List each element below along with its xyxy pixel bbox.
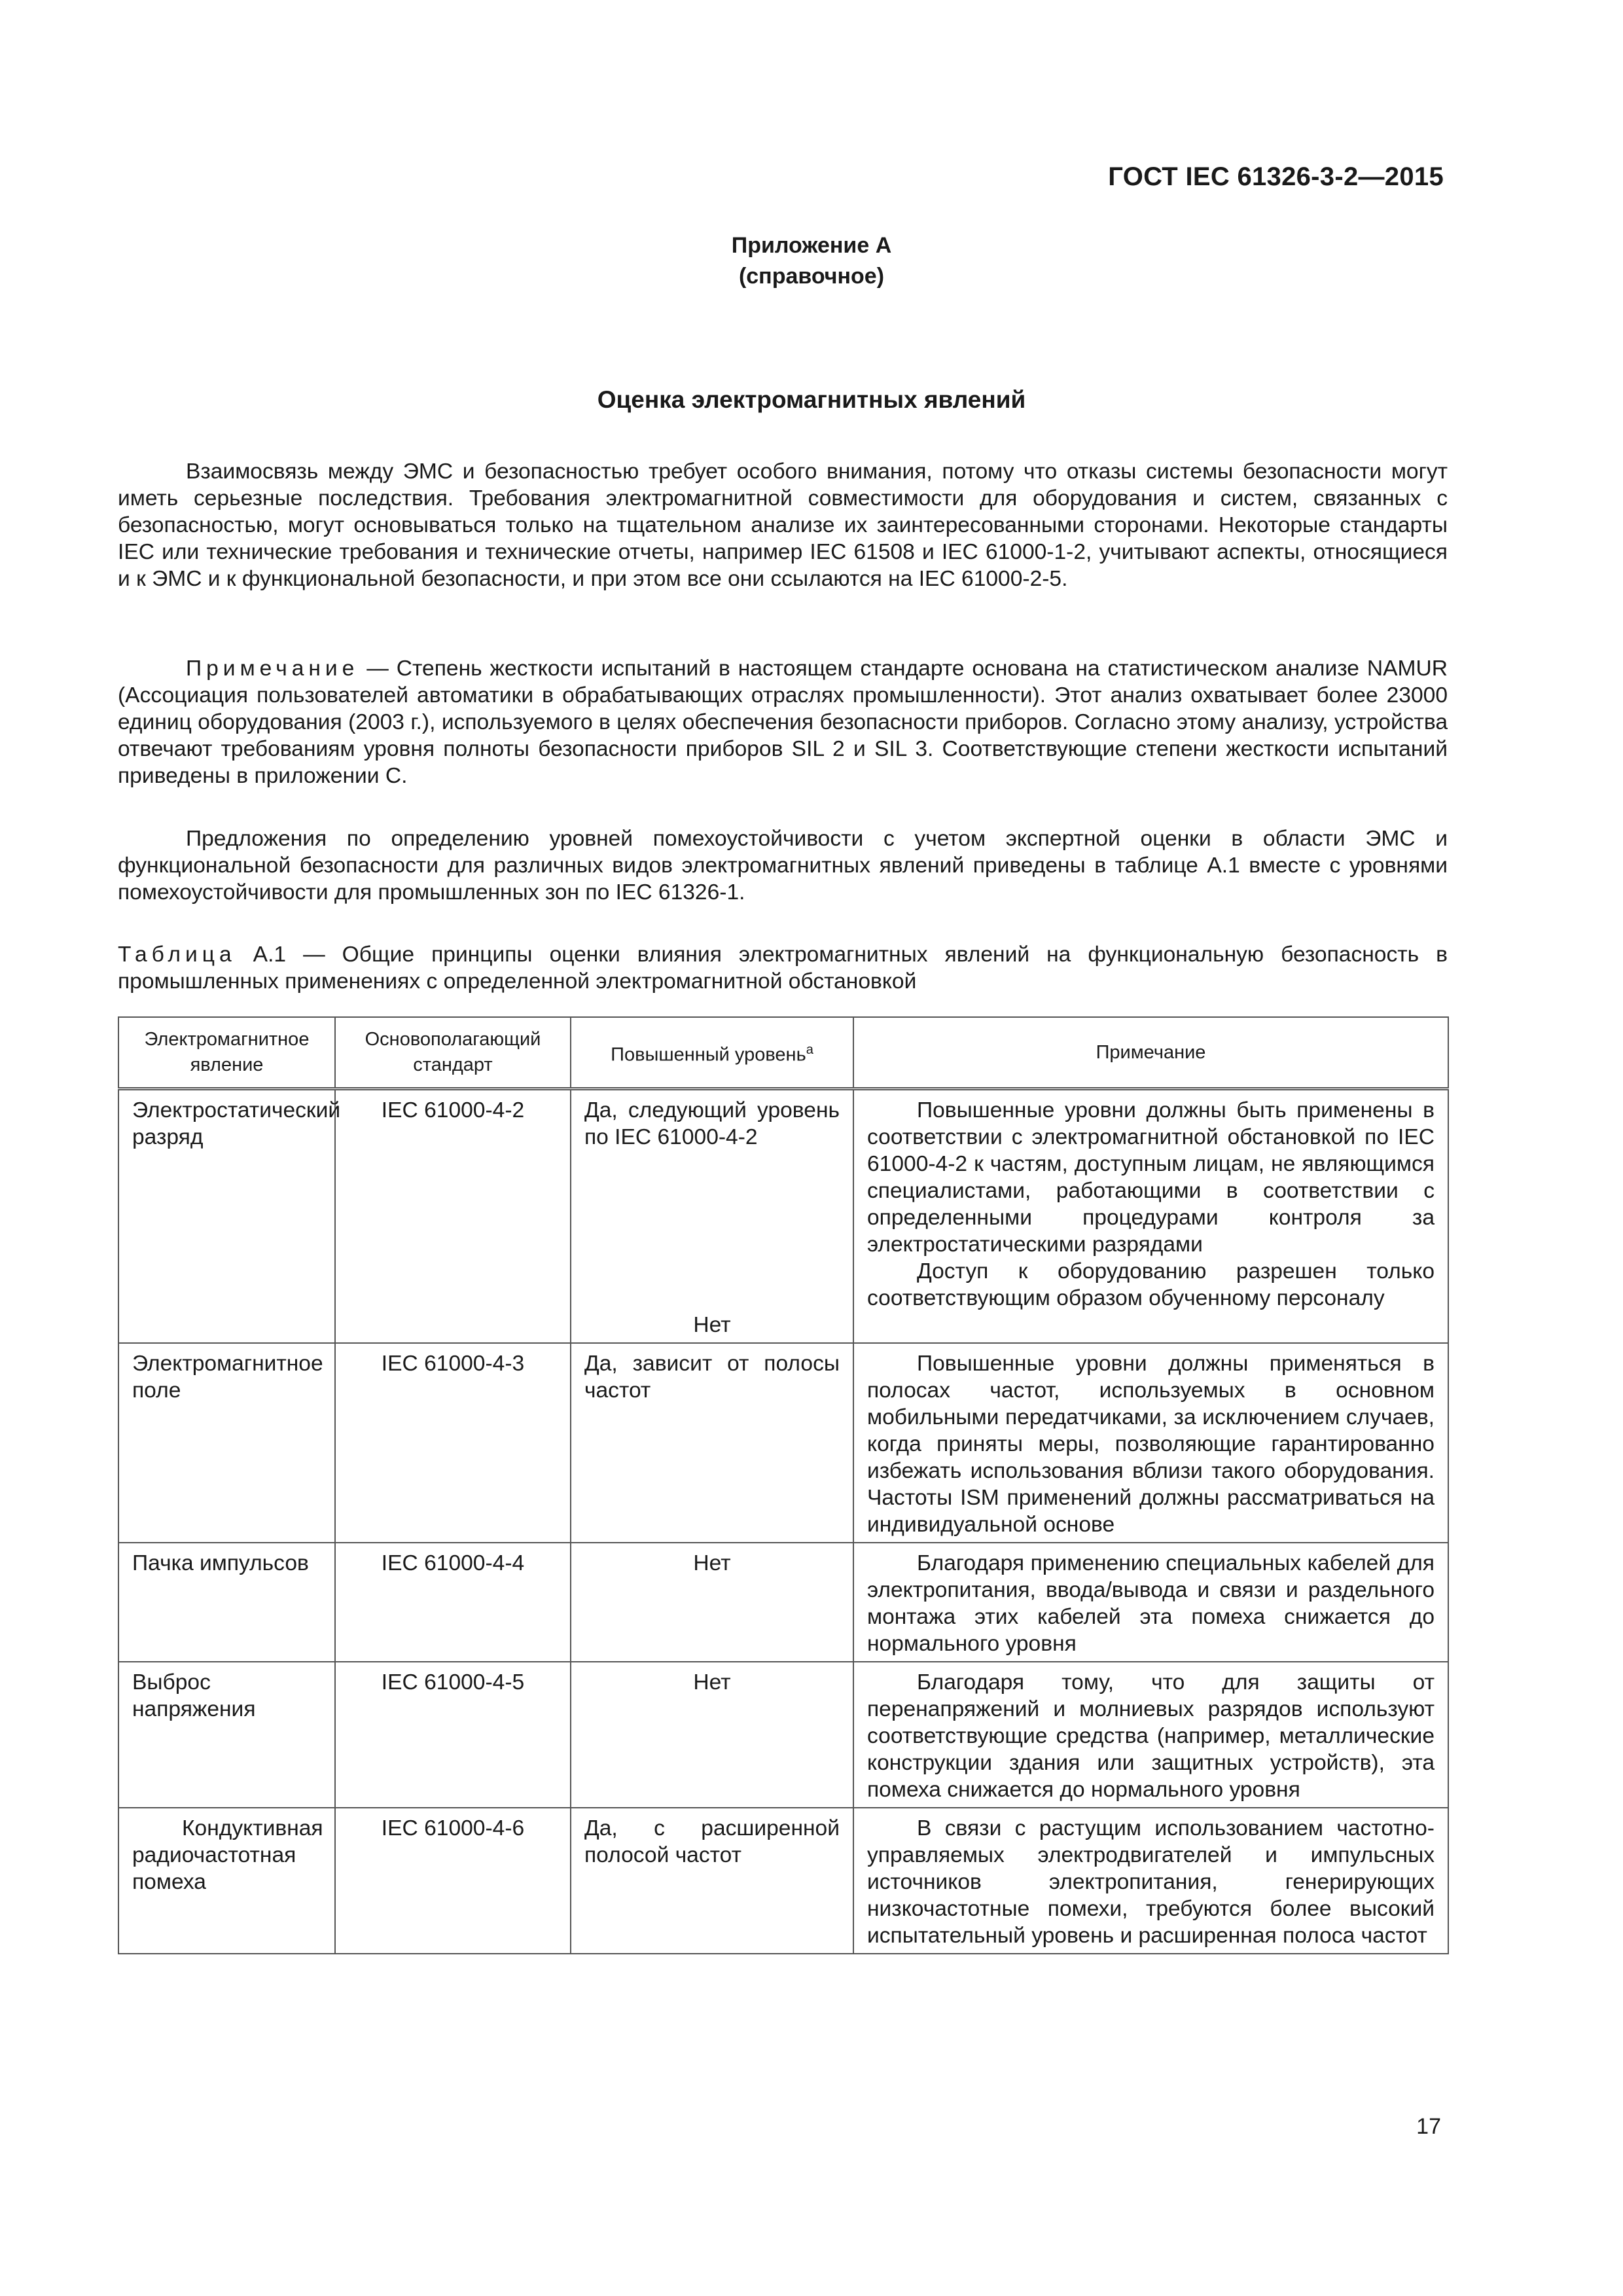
section-title: Оценка электромагнитных явлений xyxy=(597,386,1026,413)
cell-phenomenon: Кондуктивная радиочастотная помеха xyxy=(118,1808,335,1954)
cell-note: Повышенные уровни должны быть применены в соответствии с электромагнитной обстановкой по IEC 61000-4-2 к частям, доступным лицам, не являющимся специалистами, работающими в соответствии с определенными процедурами контроля за электростатическими разрядами Доступ к оборудованию разрешен только соответствующим образом обученному персоналу xyxy=(853,1089,1448,1344)
annex-title: Приложение А xyxy=(731,233,892,258)
table-caption-label: Таблица xyxy=(118,942,236,967)
cell-level: Нет xyxy=(571,1543,853,1662)
cell-phenomenon: Электростатический разряд xyxy=(118,1089,335,1344)
annex-heading xyxy=(0,230,1623,292)
page-number: 17 xyxy=(1416,2114,1441,2139)
cell-standard: IEC 61000-4-4 xyxy=(335,1543,571,1662)
paragraph-intro xyxy=(118,458,1448,592)
cell-note: Благодаря тому, что для защиты от перенапряжений и молниевых разрядов используют соответствующие средства (например, металлические конструкции здания или защитных устройств), эта помеха снижается до нормального уровня xyxy=(853,1662,1448,1808)
cell-level-secondary: Нет xyxy=(693,1313,731,1337)
table-row xyxy=(118,1343,1448,1543)
cell-standard: IEC 61000-4-3 xyxy=(335,1343,571,1543)
paragraph-proposals xyxy=(118,825,1448,906)
cell-phenomenon: Пачка импульсов xyxy=(118,1543,335,1662)
paragraph-text: Предложения по определению уровней помехоустойчивости с учетом экспертной оценки в области ЭМС и функциональной безопасности для различных видов электромагнитных явлений приведены в таблице А.1 вместе с уровнями помехоустойчивости для промышленных зон по IEC 61326-1. xyxy=(118,827,1448,905)
header-phenomenon: Электромагнитное явление xyxy=(118,1017,335,1089)
table-row xyxy=(118,1089,1448,1344)
phenomena-table xyxy=(118,1016,1449,1954)
cell-level: Да, с расширенной полосой частот xyxy=(571,1808,853,1954)
cell-note: Повышенные уровни должны применяться в полосах частот, используемых в основном мобильными передатчиками, за исключением случаев, когда приняты меры, позволяющие гарантированно избежать использования вблизи такого оборудования. Частоты ISM применений должны рассматриваться на индивидуальной основе xyxy=(853,1343,1448,1543)
table-row xyxy=(118,1808,1448,1954)
cell-level: Да, следующий уровень по IEC 61000-4-2 Нет xyxy=(571,1089,853,1344)
cell-standard: IEC 61000-4-6 xyxy=(335,1808,571,1954)
table-row xyxy=(118,1543,1448,1662)
cell-level: Да, зависит от полосы частот xyxy=(571,1343,853,1543)
table-header-row xyxy=(118,1017,1448,1089)
cell-phenomenon: Выброс напряжения xyxy=(118,1662,335,1808)
header-note: Примечание xyxy=(853,1017,1448,1089)
header-level: Повышенный уровень$^a$ xyxy=(571,1017,853,1089)
cell-standard: IEC 61000-4-5 xyxy=(335,1662,571,1808)
table-caption-text: А.1 — Общие принципы оценки влияния электромагнитных явлений на функциональную безопасность в промышленных применениях с определенной электромагнитной обстановкой xyxy=(118,942,1448,994)
note-paragraph xyxy=(118,655,1448,789)
cell-standard: IEC 61000-4-2 xyxy=(335,1089,571,1344)
cell-phenomenon: Электромагнитное поле xyxy=(118,1343,335,1543)
document-code: ГОСТ IEC 61326-3-2—2015 xyxy=(1108,162,1444,191)
table-row xyxy=(118,1662,1448,1808)
cell-level: Нет xyxy=(571,1662,853,1808)
cell-note-secondary: Доступ к оборудованию разрешен только соответствующим образом обученному персоналу xyxy=(867,1259,1435,1310)
header-standard: Основополагающий стандарт xyxy=(335,1017,571,1089)
note-text: — Степень жесткости испытаний в настоящем стандарте основана на статистическом анализе NAMUR (Ассоциация пользователей автоматики в обрабатывающих отраслях промышленности). Этот анализ охватывает более 23000 единиц оборудования (2003 г.), используемого в целях обеспечения безопасности приборов. Согласно этому анализу, устройства отвечают требованиям уровня полноты безопасности приборов SIL 2 и SIL 3. Соответствующие степени жесткости испытаний приведены в приложении С. xyxy=(118,656,1448,788)
cell-note: Благодаря применению специальных кабелей для электропитания, ввода/вывода и связи и раздельного монтажа этих кабелей эта помеха снижается до нормального уровня xyxy=(853,1543,1448,1662)
paragraph-text: Взаимосвязь между ЭМС и безопасностью требует особого внимания, потому что отказы системы безопасности могут иметь серьезные последствия. Требования электромагнитной совместимости для оборудования и систем, связанных с безопасностью, могут основываться только на тщательном анализе их заинтересованными сторонами. Некоторые стандарты IEC или технические требования и технические отчеты, например IEC 61508 и IEC 61000-1-2, учитывают аспекты, относящиеся и к ЭМС и к функциональной безопасности, и при этом все они ссылаются на IEC 61000-2-5. xyxy=(118,459,1448,591)
annex-status: (справочное) xyxy=(738,264,885,289)
note-label: Примечание xyxy=(186,656,359,681)
table-caption xyxy=(118,941,1448,995)
cell-note: В связи с растущим использованием частотно-управляемых электродвигателей и импульсных источников электропитания, генерирующих низкочастотные помехи, требуются более высокий испытательный уровень и расширенная полоса частот xyxy=(853,1808,1448,1954)
